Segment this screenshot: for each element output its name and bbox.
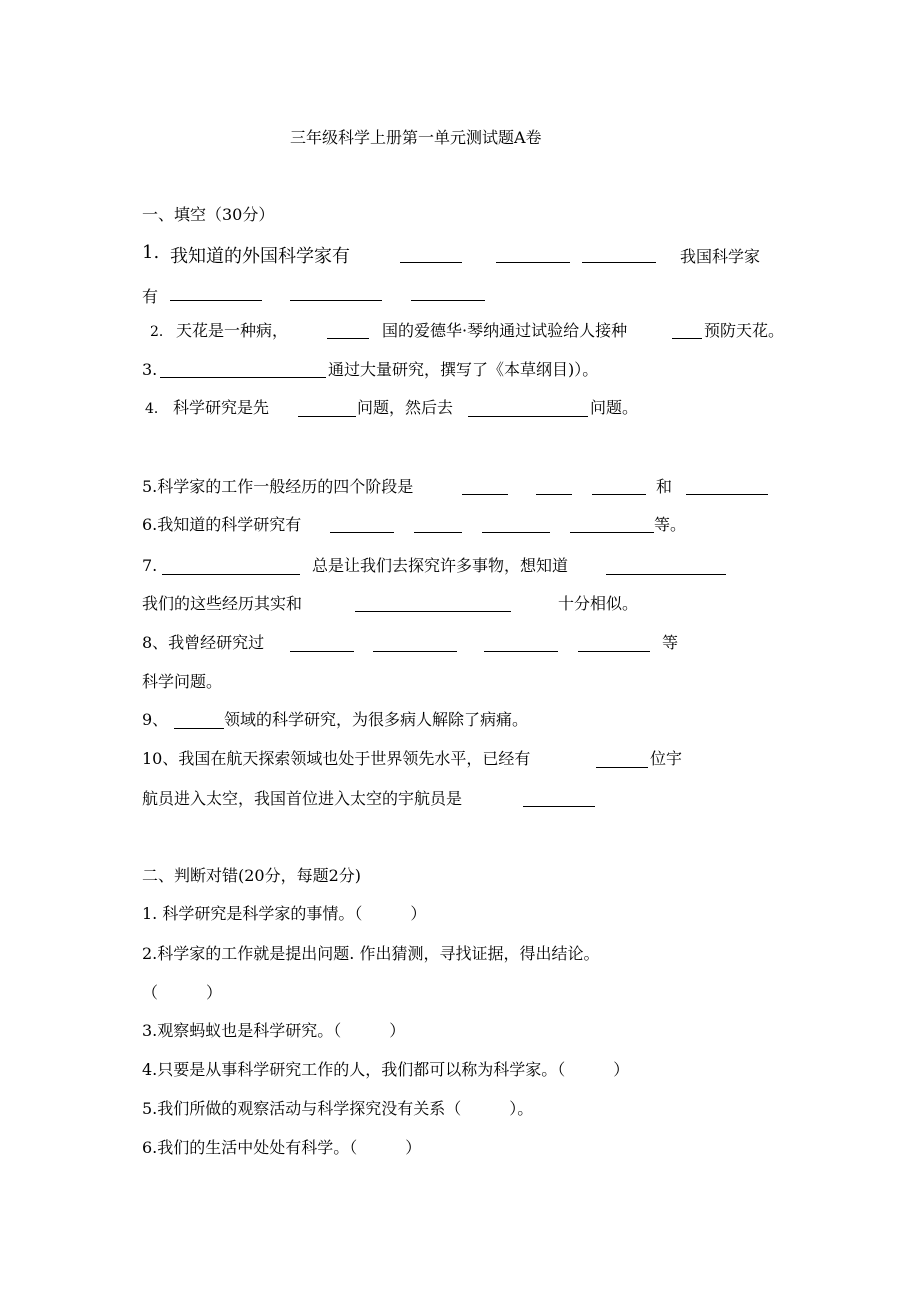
q6-blank-1[interactable] bbox=[330, 532, 394, 533]
tf-item-6: 6.我们的生活中处处有科学。（ ） bbox=[142, 1138, 422, 1157]
q7-text-a: 总是让我们去探究许多事物，想知道 bbox=[312, 556, 569, 575]
q1-blank-2[interactable] bbox=[496, 262, 570, 263]
tf-item-2: 2.科学家的工作就是提出问题. 作出猜测，寻找证据，得出结论。 bbox=[142, 944, 600, 963]
q5-blank-1[interactable] bbox=[462, 494, 508, 495]
q1-blank-3[interactable] bbox=[582, 262, 656, 263]
tf-item-5: 5.我们所做的观察活动与科学探究没有关系（ ）。 bbox=[142, 1099, 534, 1118]
q2-text-c: 预防天花。 bbox=[704, 321, 785, 340]
q2-number: 2． bbox=[150, 324, 173, 340]
q5-blank-3[interactable] bbox=[592, 494, 646, 495]
q1-blank-1[interactable] bbox=[400, 262, 462, 263]
q10-blank-1[interactable] bbox=[596, 767, 648, 768]
q7-blank-3[interactable] bbox=[355, 611, 511, 612]
q3-text: 通过大量研究，撰写了《本草纲目)）。 bbox=[328, 360, 599, 379]
q7-blank-1[interactable] bbox=[162, 574, 300, 575]
section-fill-blank-heading: 一、填空（30分） bbox=[142, 205, 275, 224]
q6-blank-3[interactable] bbox=[482, 532, 550, 533]
tf-item-1: 1. 科学研究是科学家的事情。（ ） bbox=[142, 904, 427, 923]
q7-blank-2[interactable] bbox=[606, 574, 726, 575]
section-true-false-heading: 二、判断对错(20分，每题2分) bbox=[142, 866, 362, 885]
q1-blank-5[interactable] bbox=[290, 300, 382, 301]
q7-line2: 我们的这些经历其实和 bbox=[142, 594, 303, 613]
q8-blank-4[interactable] bbox=[578, 651, 650, 652]
q4-blank-1[interactable] bbox=[298, 416, 356, 417]
q6-text: 6.我知道的科学研究有 bbox=[142, 515, 302, 534]
q4-number: 4． bbox=[145, 401, 168, 417]
q6-blank-4[interactable] bbox=[570, 532, 654, 533]
q8-blank-1[interactable] bbox=[290, 651, 354, 652]
q4-blank-2[interactable] bbox=[468, 416, 588, 417]
q1-text: 我知道的外国科学家有 bbox=[170, 246, 350, 267]
q9-number: 9、 bbox=[142, 710, 169, 729]
page-title: 三年级科学上册第一单元测试题A卷 bbox=[290, 128, 542, 147]
q6-blank-2[interactable] bbox=[414, 532, 462, 533]
q8-line2: 科学问题。 bbox=[142, 672, 223, 691]
q4-text-c: 问题。 bbox=[590, 398, 639, 417]
q1-blank-4[interactable] bbox=[170, 300, 262, 301]
q1-line2: 有 bbox=[142, 287, 159, 306]
q2-text-a: 天花是一种病， bbox=[176, 321, 289, 340]
q8-blank-2[interactable] bbox=[373, 651, 457, 652]
q2-text-b: 国的爱德华·琴纳通过试验给人接种 bbox=[382, 321, 628, 340]
tf-item-2-paren: （ ） bbox=[142, 983, 223, 1002]
q1-number: 1. bbox=[142, 242, 160, 263]
q3-number: 3. bbox=[142, 360, 158, 379]
q6-tail: 等。 bbox=[654, 515, 687, 534]
q7-line2-tail: 十分相似。 bbox=[558, 594, 639, 613]
tf-item-3: 3.观察蚂蚁也是科学研究。（ ） bbox=[142, 1021, 406, 1040]
q8-text: 8、我曾经研究过 bbox=[142, 633, 265, 652]
q5-blank-2[interactable] bbox=[536, 494, 572, 495]
q9-text: 领域的科学研究，为很多病人解除了病痛。 bbox=[224, 710, 529, 729]
q5-blank-4[interactable] bbox=[686, 494, 768, 495]
q5-text: 5.科学家的工作一般经历的四个阶段是 bbox=[142, 477, 414, 496]
q4-text-b: 问题，然后去 bbox=[357, 398, 454, 417]
q8-tail: 等 bbox=[662, 633, 679, 652]
q3-blank-1[interactable] bbox=[160, 377, 326, 378]
q10-line2: 航员进入太空，我国首位进入太空的宇航员是 bbox=[142, 789, 463, 808]
q2-blank-1[interactable] bbox=[327, 338, 369, 339]
q8-blank-3[interactable] bbox=[484, 651, 558, 652]
q7-number: 7. bbox=[142, 556, 158, 575]
q2-blank-2[interactable] bbox=[672, 338, 702, 339]
q9-blank-1[interactable] bbox=[174, 728, 224, 729]
q1-blank-6[interactable] bbox=[411, 300, 485, 301]
q10-text: 10、我国在航天探索领域也处于世界领先水平，已经有 bbox=[142, 749, 531, 768]
q5-and: 和 bbox=[656, 477, 673, 496]
tf-item-4: 4.只要是从事科学研究工作的人，我们都可以称为科学家。（ ） bbox=[142, 1060, 630, 1079]
q10-blank-2[interactable] bbox=[523, 806, 595, 807]
q10-tail: 位宇 bbox=[650, 749, 683, 768]
q4-text-a: 科学研究是先 bbox=[173, 398, 270, 417]
q1-tail: 我国科学家 bbox=[680, 247, 761, 266]
